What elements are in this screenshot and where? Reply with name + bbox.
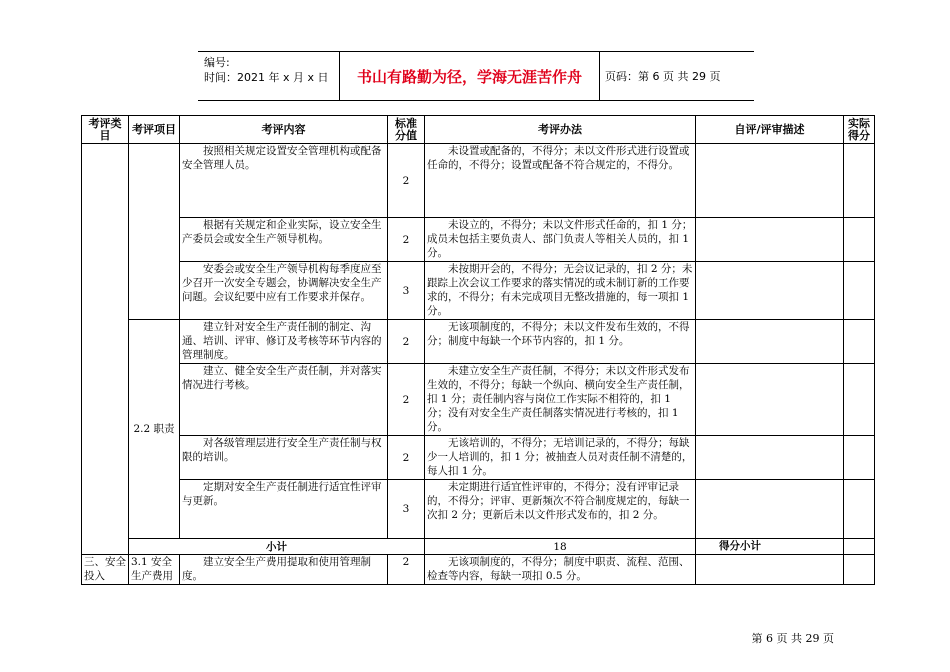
table-row (82, 218, 875, 262)
actual-score-cell (844, 262, 875, 320)
content-cell: 建立针对安全生产责任制的制定、沟通、培训、评审、修订及考核等环节内容的管理制度。 (180, 320, 388, 364)
actual-score-cell (844, 218, 875, 262)
actual-score-cell (844, 480, 875, 539)
self-eval-cell (696, 480, 844, 539)
method-cell: 未设立的，不得分；未以文件形式任命的，扣 1 分；成员未包括主要负责人、部门负责人等相关人员的，扣 1 分。 (425, 218, 696, 262)
table-row (82, 555, 875, 585)
col-header-content: 考评内容 (180, 116, 388, 144)
self-eval-cell (696, 555, 844, 585)
time-label: 时间：2021 年 x 月 x 日 (204, 71, 329, 84)
header-meta (198, 52, 340, 100)
self-eval-cell (696, 320, 844, 364)
method-cell: 未定期进行适宜性评审的，不得分；没有评审记录的，不得分；评审、更新频次不符合制度规定的，每缺一次扣 2 分；更新后未以文件形式发布的，扣 2 分。 (425, 480, 696, 539)
table-row (82, 364, 875, 436)
content-cell: 安委会或安全生产领导机构每季度应至少召开一次安全专题会，协调解决安全生产问题。会议纪要中应有工作要求并保存。 (180, 262, 388, 320)
subtotal-score-label: 得分小计 (696, 539, 844, 555)
self-eval-cell (696, 218, 844, 262)
content-cell: 建立安全生产费用提取和使用管理制度。 (180, 555, 388, 585)
score-cell: 2 (388, 436, 425, 480)
actual-score-cell (844, 364, 875, 436)
actual-score-cell (844, 144, 875, 218)
method-cell: 无该培训的，不得分；无培训记录的，不得分；每缺少一人培训的，扣 1 分；被抽查人员对责任制不清楚的，每人扣 1 分。 (425, 436, 696, 480)
method-cell: 无该项制度的，不得分；未以文件发布生效的，不得分；制度中每缺一个环节内容的，扣 1 分。 (425, 320, 696, 364)
method-cell: 未按期开会的，不得分；无会议记录的，扣 2 分；未跟踪上次会议工作要求的落实情况的或未制订新的工作要求的，不得分；有未完成项目无整改措施的，每一项扣 1 分。 (425, 262, 696, 320)
item-cell: 3.1 安全生产费用 (129, 555, 180, 585)
table-row (82, 262, 875, 320)
score-cell: 2 (388, 218, 425, 262)
self-eval-cell (696, 144, 844, 218)
actual-score-cell (844, 320, 875, 364)
page-label: 页码：第 6 页 共 29 页 (605, 70, 721, 83)
table-row (82, 320, 875, 364)
method-cell: 无该项制度的，不得分；制度中职责、流程、范围、检查等内容，每缺一项扣 0.5 分。 (425, 555, 696, 585)
code-label: 编号: (204, 56, 230, 69)
self-eval-cell (696, 364, 844, 436)
score-cell: 2 (388, 320, 425, 364)
category-cell: 三、安全投入 (82, 555, 129, 585)
score-cell: 2 (388, 555, 425, 585)
score-cell: 2 (388, 144, 425, 218)
content-cell: 定期对安全生产责任制进行适宜性评审与更新。 (180, 480, 388, 539)
content-cell: 对各级管理层进行安全生产责任制与权限的培训。 (180, 436, 388, 480)
slogan: 书山有路勤为径，学海无涯苦作舟 (340, 52, 600, 100)
actual-score-cell (844, 436, 875, 480)
col-header-method: 考评办法 (425, 116, 696, 144)
content-cell: 根据有关规定和企业实际，设立安全生产委员会或安全生产领导机构。 (180, 218, 388, 262)
page-footer: 第 6 页 共 29 页 (751, 632, 834, 645)
item-cell-2-2: 2.2 职责 (129, 320, 180, 539)
item-cell (129, 144, 180, 320)
col-header-category: 考评类目 (82, 116, 129, 144)
actual-score-cell (844, 555, 875, 585)
document-header (198, 51, 754, 101)
category-cell (82, 144, 129, 555)
subtotal-value: 18 (425, 539, 696, 555)
evaluation-table (81, 115, 875, 585)
score-cell: 2 (388, 364, 425, 436)
col-header-self-eval: 自评/评审描述 (696, 116, 844, 144)
content-cell: 建立、健全安全生产责任制，并对落实情况进行考核。 (180, 364, 388, 436)
table-row (82, 436, 875, 480)
col-header-item: 考评项目 (129, 116, 180, 144)
score-cell: 3 (388, 480, 425, 539)
table-row (82, 480, 875, 539)
method-cell: 未设置或配备的，不得分；未以文件形式进行设置或任命的，不得分；设置或配备不符合规定的，不得分。 (425, 144, 696, 218)
table-row (82, 144, 875, 218)
score-cell: 3 (388, 262, 425, 320)
method-cell: 未建立安全生产责任制，不得分；未以文件形式发布生效的，不得分；每缺一个纵向、横向安全生产责任制，扣 1 分；责任制内容与岗位工作实际不相符的，扣 1 分；没有对安全生产责任制落实情况进行考核的，扣 1 分。 (425, 364, 696, 436)
col-header-score: 标准分值 (388, 116, 425, 144)
self-eval-cell (844, 539, 875, 555)
self-eval-cell (696, 436, 844, 480)
table-header-row (82, 116, 875, 144)
self-eval-cell (696, 262, 844, 320)
subtotal-label: 小计 (129, 539, 425, 555)
content-cell: 按照相关规定设置安全管理机构或配备安全管理人员。 (180, 144, 388, 218)
subtotal-row (82, 539, 875, 555)
col-header-actual: 实际得分 (844, 116, 875, 144)
